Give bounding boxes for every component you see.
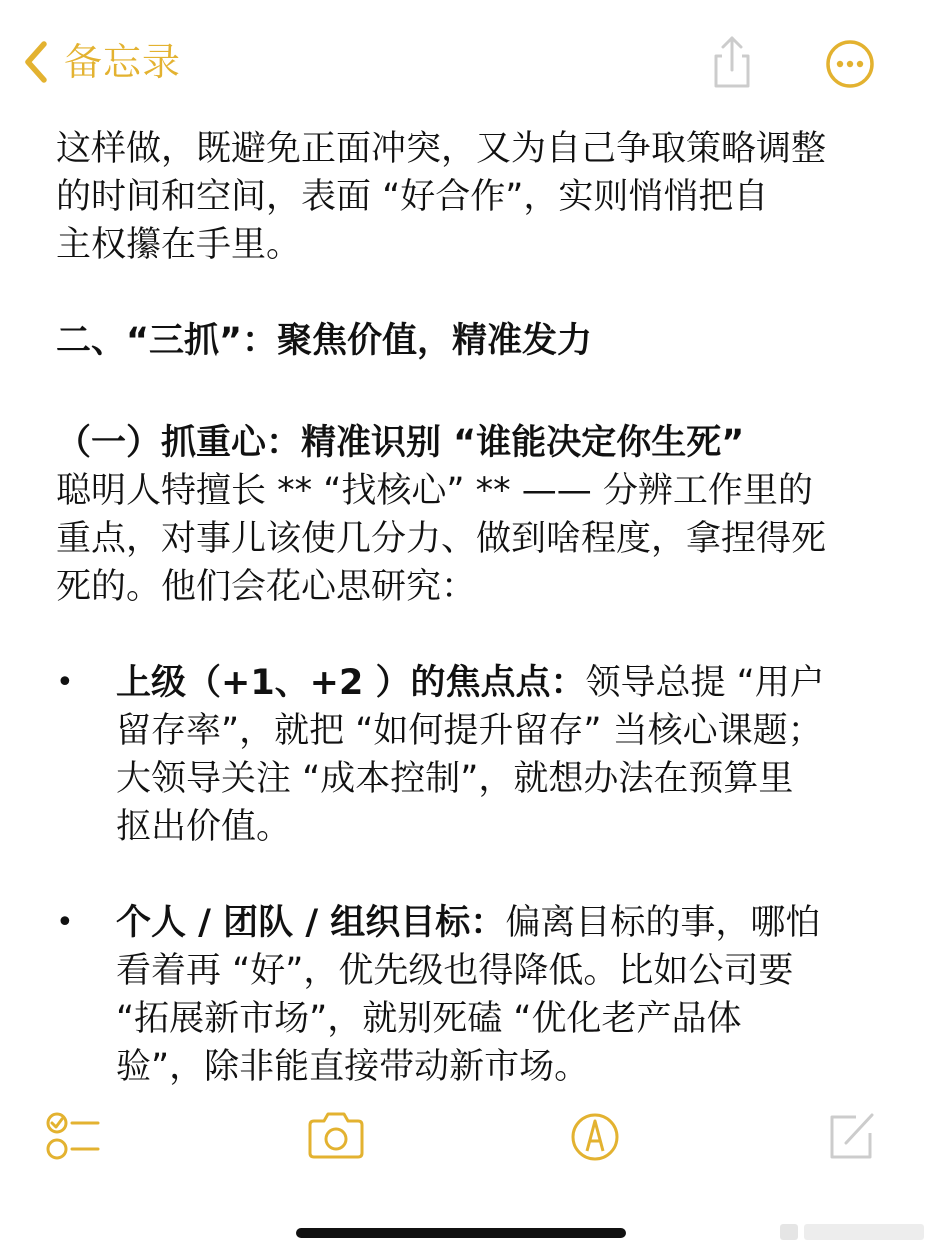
bottom-toolbar — [0, 1105, 938, 1169]
bullet-line — [116, 899, 916, 947]
blank-line — [56, 365, 916, 413]
bullet-line: 抠出价值。 — [116, 807, 292, 847]
pen-circle-icon — [570, 1105, 620, 1169]
bullet-marker: • — [56, 665, 74, 700]
sub-heading: （一）抓重心：精准识别 “谁能决定你生死” — [56, 423, 745, 463]
blank-line — [56, 611, 916, 659]
checklist-button[interactable] — [44, 1105, 102, 1169]
bullet-text: 偏离目标的事，哪怕 — [505, 903, 821, 943]
bullet-line: “拓展新市场”，就别死磕 “优化老产品体 — [116, 999, 742, 1039]
bullet-item — [56, 659, 916, 851]
markup-button[interactable] — [570, 1105, 620, 1169]
blank-line — [56, 851, 916, 899]
bullet-line: 验”，除非能直接带动新市场。 — [116, 1047, 590, 1087]
navigation-bar — [0, 0, 938, 120]
note-line: 主权攥在手里。 — [56, 225, 302, 265]
ellipsis-circle-icon — [824, 38, 876, 90]
bullet-line: 看着再 “好”，优先级也得降低。比如公司要 — [116, 951, 794, 991]
note-line: 死的。他们会花心思研究： — [56, 567, 477, 607]
bullet-marker: • — [56, 905, 74, 940]
compose-icon — [826, 1105, 878, 1169]
watermark-graphic — [780, 1220, 930, 1244]
note-line: 重点，对事儿该使几分力、做到啥程度，拿捏得死 — [56, 519, 827, 559]
note-line: 的时间和空间，表面 “好合作”，实则悄悄把自 — [56, 177, 769, 217]
blank-line — [56, 269, 916, 317]
note-line: 这样做，既避免正面冲突，又为自己争取策略调整 — [56, 129, 827, 169]
bullet-line: 大领导关注 “成本控制”，就想办法在预算里 — [116, 759, 794, 799]
note-body[interactable] — [56, 125, 916, 1091]
share-icon — [708, 34, 756, 90]
compose-button[interactable] — [826, 1105, 878, 1169]
bullet-line — [116, 659, 916, 707]
bullet-text: 领导总提 “用户 — [585, 663, 825, 703]
share-button[interactable] — [708, 34, 756, 90]
section-heading: 二、“三抓”：聚焦价值，精准发力 — [56, 321, 593, 361]
camera-button[interactable] — [306, 1105, 366, 1169]
bullet-title: 个人 / 团队 / 组织目标： — [116, 903, 506, 943]
note-line: 聪明人特擅长 ** “找核心” ** —— 分辨工作里的 — [56, 471, 813, 511]
camera-icon — [306, 1105, 366, 1169]
bullet-item — [56, 899, 916, 1091]
chevron-left-icon — [22, 40, 50, 84]
bullet-line: 留存率”，就把 “如何提升留存” 当核心课题； — [116, 711, 823, 751]
bullet-title: 上级（+1、+2 ）的焦点点： — [116, 663, 586, 703]
more-button[interactable] — [824, 38, 876, 90]
checklist-icon — [44, 1105, 102, 1169]
home-indicator[interactable] — [296, 1228, 626, 1238]
back-label: 备忘录 — [64, 40, 182, 84]
back-button[interactable] — [22, 36, 181, 88]
